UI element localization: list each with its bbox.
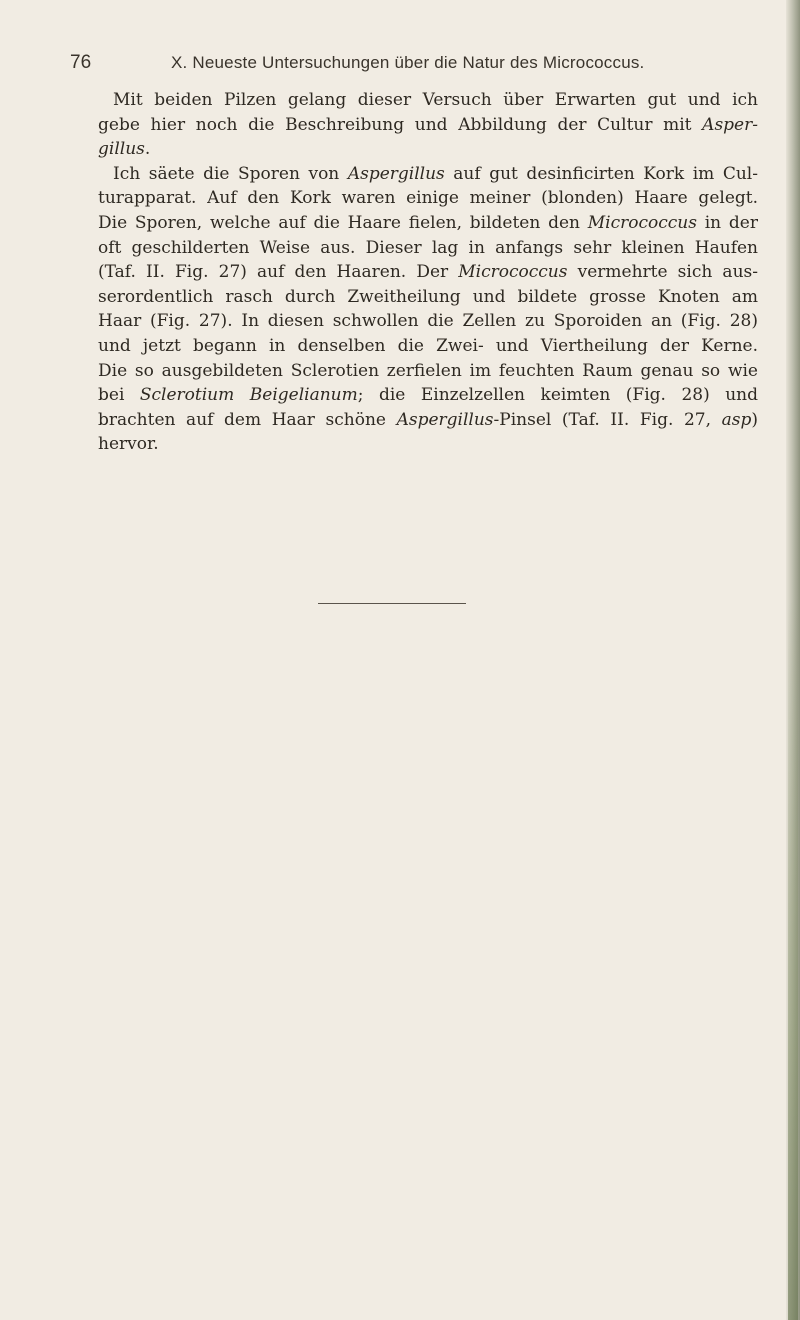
- text-line: [98, 88, 758, 113]
- text-line: [98, 359, 758, 384]
- text-line: [98, 186, 758, 211]
- text-run: serordentlich rasch durch Zweitheilung und bildete grosse Knoten am: [98, 286, 758, 307]
- section-rule: [318, 603, 466, 604]
- text-line: [98, 285, 758, 310]
- text-line: [98, 236, 758, 261]
- text-run: auf gut desinficirten Kork im Cul-: [444, 163, 758, 184]
- text-line: [98, 408, 758, 433]
- italic-run: Micrococcus: [458, 262, 568, 283]
- text-run: -Pinsel (Taf. II. Fig. 27,: [493, 409, 722, 430]
- text-line: [98, 211, 758, 236]
- text-run: vermehrte sich aus-: [567, 262, 758, 283]
- text-line: [98, 334, 758, 359]
- text-run: hervor.: [98, 434, 159, 455]
- italic-run: Aspergillus: [396, 409, 494, 430]
- italic-run: Sclerotium Beigelianum: [139, 385, 358, 406]
- text-run: gebe hier noch die Beschreibung und Abbildung der Cultur mit: [98, 114, 703, 135]
- text-line: [98, 309, 758, 334]
- text-run: bei: [98, 385, 140, 406]
- text-run: in der: [696, 212, 758, 233]
- text-run: .: [144, 139, 151, 160]
- text-run: Die so ausgebildeten Sclerotien zerfielen im feuchten Raum genau so wie: [98, 360, 758, 381]
- italic-run: asp: [721, 409, 752, 430]
- running-head: X. Neueste Untersuchungen über die Natur des Micrococcus.: [171, 53, 645, 72]
- text-run: brachten auf dem Haar schöne: [98, 409, 397, 430]
- page-number: 76: [70, 52, 92, 73]
- text-line: [98, 162, 758, 187]
- text-line: [98, 260, 758, 285]
- italic-run: Asper-: [702, 114, 758, 135]
- text-run: Die Sporen, welche auf die Haare fielen, bildeten den: [98, 212, 588, 233]
- text-run: Mit beiden Pilzen gelang dieser Versuch über Erwarten gut und ich: [113, 90, 758, 110]
- text-run: ; die Einzelzellen keimten (Fig. 28) und: [357, 385, 758, 406]
- text-run: und jetzt begann in denselben die Zwei- und Viertheilung der Kerne.: [98, 335, 758, 356]
- text-run: turapparat. Auf den Kork waren einige meiner (blonden) Haare gelegt.: [98, 188, 758, 209]
- text-run: oft geschilderten Weise aus. Dieser lag in anfangs sehr kleinen Haufen: [98, 237, 758, 258]
- page-edge: [786, 0, 800, 1320]
- italic-run: gillus: [98, 139, 145, 160]
- italic-run: Micrococcus: [587, 212, 697, 233]
- text-line: [98, 137, 758, 162]
- text-run: Ich säete die Sporen von: [113, 163, 348, 184]
- text-line: [98, 383, 758, 408]
- text-run: ): [751, 409, 759, 430]
- text-run: Haar (Fig. 27). In diesen schwollen die Zellen zu Sporoiden an (Fig. 28): [98, 311, 758, 332]
- text-run: (Taf. II. Fig. 27) auf den Haaren. Der: [98, 262, 459, 283]
- body-text: [98, 88, 774, 457]
- text-line: [98, 113, 758, 138]
- page-header: [70, 52, 750, 76]
- italic-run: Aspergillus: [347, 163, 445, 184]
- text-line: [98, 432, 758, 457]
